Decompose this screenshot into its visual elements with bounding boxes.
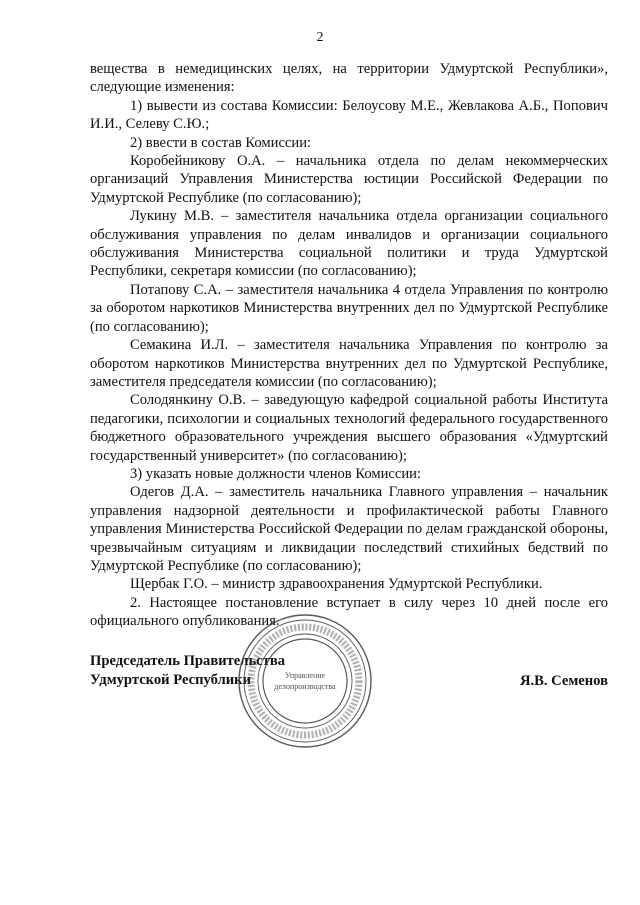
- paragraph: Одегов Д.А. – заместитель начальника Главного управления – начальник управления надзорной деятельности и профилактической работы Главного управления Министерства Российской Федерации по делам гражданской обороны, чрезвычайным ситуациям и ликвидации последствий стихийных бедствий по Удмуртской Республике (по согласованию);: [90, 484, 608, 574]
- paragraph: вещества в немедицинских целях, на территории Удмуртской Республики», следующие изменения:: [90, 61, 608, 96]
- paragraph: Щербак Г.О. – министр здравоохранения Удмуртской Республики.: [130, 576, 543, 593]
- stamp-center-line-1: Управление: [284, 671, 326, 680]
- paragraph: 3) указать новые должности членов Комиссии:: [130, 465, 422, 482]
- paragraph: 2) ввести в состав Комиссии:: [130, 134, 312, 151]
- stamp-center-line-2: делопроизводства: [274, 682, 336, 691]
- paragraph: Семакина И.Л. – заместителя начальника Управления по контролю за оборотом наркотиков Министерства внутренних дел по Удмуртской Республике, заместителя председателя комиссии (по согласованию);: [90, 337, 608, 390]
- signatory-name: Я.В. Семенов: [519, 673, 608, 689]
- paragraph: 2. Настоящее постановление вступает в силу через 10 дней после его официального опубликования.: [90, 594, 608, 630]
- document-body: [90, 60, 608, 631]
- paragraph: Солодянкину О.В. – заведующую кафедрой социальной работы Института педагогики, психологии и социальных технологий федерального государственного бюджетного образовательного учреждения высшего образования «Удмуртский государственный университет» (по согласованию);: [90, 392, 608, 464]
- official-seal-stamp: [236, 612, 374, 750]
- signatory-title-line-2: Удмуртской Республики: [90, 672, 251, 688]
- signatory-title-line-1: Председатель Правительства: [90, 653, 286, 669]
- paragraph: Лукину М.В. – заместителя начальника отдела организации социального обслуживания управления по делам инвалидов и организации социального обслуживания Министерства социальной политики и труда Удмуртской Республики, секретаря комиссии (по согласованию);: [90, 208, 608, 280]
- paragraph: Потапову С.А. – заместителя начальника 4 отдела Управления по контролю за оборотом наркотиков Министерства внутренних дел по Удмуртской Республике (по согласованию);: [90, 281, 608, 335]
- paragraph: 1) вывести из состава Комиссии: Белоусову М.Е., Жевлакова А.Б., Попович И.И., Селеву С.Ю.;: [90, 97, 608, 133]
- paragraph: Коробейникову О.А. – начальника отдела по делам некоммерческих организаций Управления Министерства юстиции Российской Федерации по Удмуртской Республике (по согласованию);: [90, 153, 608, 206]
- page-number: 2: [316, 30, 324, 45]
